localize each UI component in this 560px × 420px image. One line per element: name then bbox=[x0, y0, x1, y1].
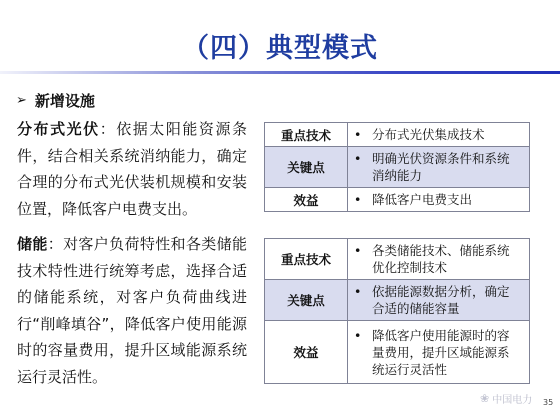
paragraph-term: 分布式光伏 bbox=[17, 120, 100, 138]
row-value bbox=[348, 280, 530, 321]
table-row bbox=[265, 239, 530, 280]
paragraph-distributed-pv bbox=[17, 116, 247, 222]
storage-summary-table bbox=[264, 238, 530, 384]
row-value-text: 明确光伏资源条件和系统消纳能力 bbox=[372, 151, 510, 183]
title-divider bbox=[0, 71, 560, 74]
watermark-text: 中国电力 bbox=[492, 395, 533, 406]
table-row bbox=[265, 321, 530, 384]
row-value bbox=[348, 321, 530, 384]
row-value-text: 降低客户使用能源时的容量费用，提升区域能源系统运行灵活性 bbox=[372, 327, 510, 377]
row-value bbox=[348, 188, 530, 212]
row-value bbox=[348, 147, 530, 188]
row-value-text: 分布式光伏集成技术 bbox=[372, 127, 485, 142]
row-key: 关键点 bbox=[265, 280, 348, 321]
table-row bbox=[265, 123, 530, 147]
table-row bbox=[265, 147, 530, 188]
slide-title: （四）典型模式 bbox=[182, 33, 378, 64]
row-value bbox=[348, 239, 530, 280]
row-value-text: 依据能源数据分析，确定合适的储能容量 bbox=[372, 284, 510, 316]
pv-summary-table bbox=[264, 122, 530, 212]
row-key: 效益 bbox=[265, 188, 348, 212]
row-key: 关键点 bbox=[265, 147, 348, 188]
row-value-text: 降低客户电费支出 bbox=[372, 192, 473, 207]
bullet-dot: • bbox=[354, 192, 362, 207]
row-key: 重点技术 bbox=[265, 123, 348, 147]
page-number: 35 bbox=[543, 398, 554, 407]
paragraph-term: 储能 bbox=[17, 235, 48, 253]
bullet-dot: • bbox=[354, 243, 362, 258]
watermark bbox=[480, 391, 532, 406]
bullet-dot: • bbox=[354, 284, 362, 299]
bullet-heading bbox=[16, 90, 95, 111]
wechat-icon: ❀ bbox=[480, 392, 490, 405]
paragraph-text: ：对客户负荷特性和各类储能技术特性进行统筹考虑，选择合适的储能系统，对客户负荷曲线进行“削峰填谷”，降低客户使用能源时的容量费用，提升区域能源系统运行灵活性。 bbox=[17, 235, 247, 386]
row-value-text: 各类储能技术、储能系统优化控制技术 bbox=[372, 243, 510, 275]
row-value bbox=[348, 123, 530, 147]
table-row bbox=[265, 188, 530, 212]
paragraph-energy-storage bbox=[17, 231, 247, 390]
paragraph-text: ：依据太阳能资源条件，结合相关系统消纳能力，确定合理的分布式光伏装机规模和安装位置，降低客户电费支出。 bbox=[17, 120, 247, 218]
bullet-dot: • bbox=[354, 327, 362, 343]
bullet-dot: • bbox=[354, 127, 362, 142]
table-row bbox=[265, 280, 530, 321]
bullet-dot: • bbox=[354, 151, 362, 166]
bullet-heading-label: 新增设施 bbox=[34, 92, 95, 110]
row-key: 效益 bbox=[265, 321, 348, 384]
row-key: 重点技术 bbox=[265, 239, 348, 280]
arrow-bullet-icon: ➢ bbox=[16, 93, 27, 108]
